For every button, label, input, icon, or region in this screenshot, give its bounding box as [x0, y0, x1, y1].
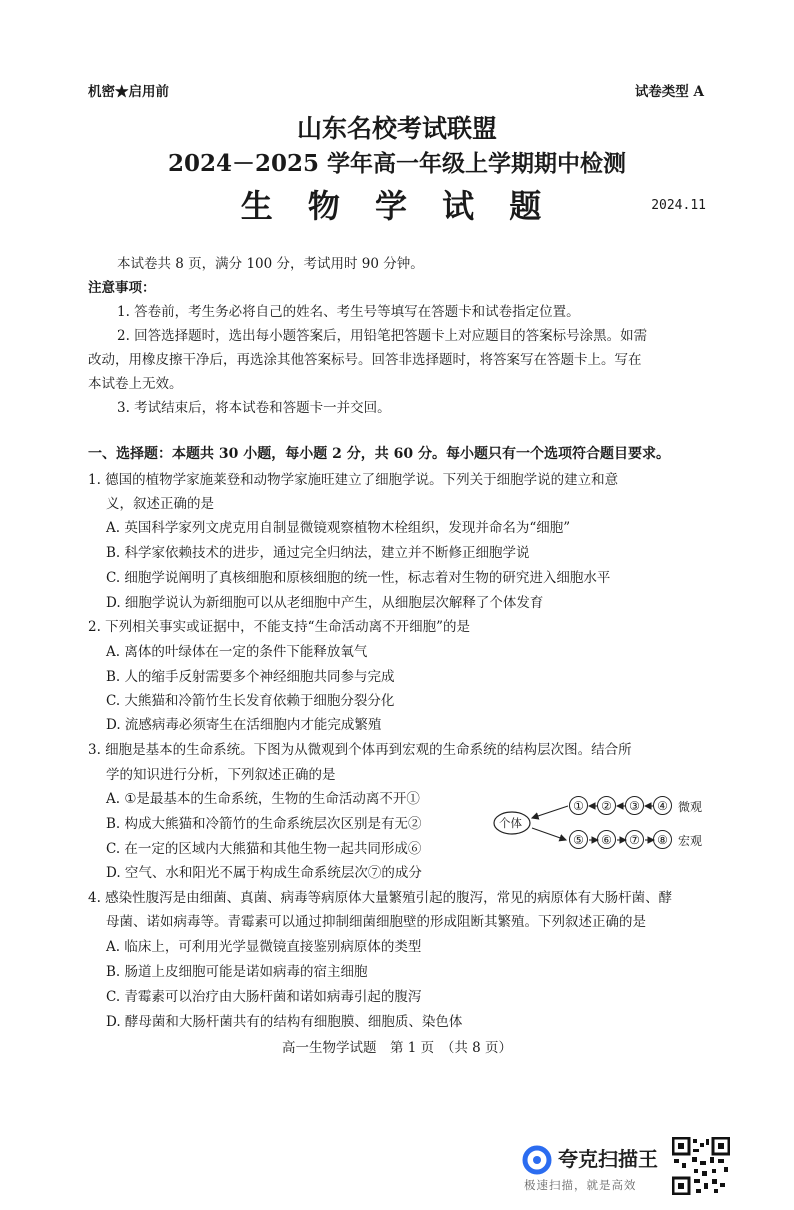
q4-option-c: C. 青霉素可以治疗由大肠杆菌和诺如病毒引起的腹泻 [106, 989, 422, 1005]
q1-stem-line1: 1. 德国的植物学家施莱登和动物学家施旺建立了细胞学说。下列关于细胞学说的建立和意 [88, 472, 619, 488]
q4-option-d: D. 酵母菌和大肠杆菌共有的结构有细胞膜、细胞质、染色体 [106, 1014, 463, 1030]
q1-option-c: C. 细胞学说阐明了真核细胞和原核细胞的统一性，标志着对生物的研究进入细胞水平 [106, 570, 611, 586]
life-system-hierarchy-diagram [492, 793, 732, 853]
section-heading: 一、选择题：本题共 30 小题，每小题 2 分，共 60 分。每小题只有一个选项符合题目要求。 [88, 446, 670, 462]
q3-option-d: D. 空气、水和阳光不属于构成生命系统层次⑦的成分 [106, 865, 422, 881]
level-4: ④ [653, 796, 672, 815]
q4-stem-line2: 母菌、诺如病毒等。青霉素可以通过抑制细菌细胞壁的形成阻断其繁殖。下列叙述正确的是 [106, 914, 646, 930]
q3-stem-line2: 学的知识进行分析，下列叙述正确的是 [106, 767, 336, 783]
scanner-watermark [522, 1137, 737, 1197]
q1-option-b: B. 科学家依赖技术的进步，通过完全归纳法，建立并不断修正细胞学说 [106, 545, 530, 561]
q3-option-a: A. ①是最基本的生命系统，生物的生命活动离不开① [106, 791, 420, 807]
individual-label: 个体 [499, 816, 522, 830]
note-2-line2: 改动，用橡皮擦干净后，再选涂其他答案标号。回答非选择题时，将答案写在答题卡上。写在 [88, 352, 642, 368]
q2-stem-line1: 2. 下列相关事实或证据中，不能支持“生命活动离不开细胞”的是 [88, 619, 470, 635]
q2-option-d: D. 流感病毒必须寄生在活细胞内才能完成繁殖 [106, 717, 382, 733]
quark-logo-icon [522, 1145, 552, 1175]
paper-type: 试卷类型 A [634, 84, 704, 100]
note-2-line1: 2. 回答选择题时，选出每小题答案后，用铅笔把答题卡上对应题目的答案标号涂黑。如需 [117, 328, 648, 344]
q2-option-a: A. 离体的叶绿体在一定的条件下能释放氧气 [106, 644, 368, 660]
level-3: ③ [625, 796, 644, 815]
page-footer: 高一生物学试题 第 1 页 （共 8 页） [281, 1040, 513, 1056]
q2-option-b: B. 人的缩手反射需要多个神经细胞共同参与完成 [106, 669, 395, 685]
level-7: ⑦ [625, 830, 644, 849]
exam-date: 2024.11 [651, 198, 706, 213]
q1-option-d: D. 细胞学说认为新细胞可以从老细胞中产生，从细胞层次解释了个体发育 [106, 595, 544, 611]
note-1: 1. 答卷前，考生务必将自己的姓名、考生号等填写在答题卡和试卷指定位置。 [117, 304, 580, 320]
confidential-mark: 机密★启用前 [88, 84, 169, 100]
q3-option-c: C. 在一定的区域内大熊猫和其他生物一起共同形成⑥ [106, 841, 422, 857]
note-2-line3: 本试卷上无效。 [88, 376, 183, 392]
exam-union-title: 山东名校考试联盟 [296, 114, 497, 143]
paper-description: 本试卷共 8 页，满分 100 分，考试用时 90 分钟。 [117, 256, 424, 272]
level-8: ⑧ [653, 830, 672, 849]
level-1: ① [569, 796, 588, 815]
arrow-to-individual [532, 806, 568, 818]
q4-option-b: B. 肠道上皮细胞可能是诺如病毒的宿主细胞 [106, 964, 368, 980]
qr-code-icon [672, 1137, 730, 1195]
micro-label: 微观 [678, 800, 703, 814]
scanner-brand: 夸克扫描王 [558, 1147, 658, 1171]
level-6: ⑥ [597, 830, 616, 849]
scanner-slogan: 极速扫描，就是高效 [524, 1178, 637, 1192]
q4-stem-line1: 4. 感染性腹泻是由细菌、真菌、病毒等病原体大量繁殖引起的腹泻，常见的病原体有大肠杆菌、酵 [88, 890, 673, 906]
note-3: 3. 考试结束后，将本试卷和答题卡一并交回。 [117, 400, 391, 416]
q1-stem-line2: 义，叙述正确的是 [106, 496, 214, 512]
q4-option-a: A. 临床上，可利用光学显微镜直接鉴别病原体的类型 [106, 939, 422, 955]
exam-term-title: 2024－2025 学年高一年级上学期期中检测 [167, 150, 627, 177]
arrow-from-individual [532, 828, 566, 840]
subject-title: 生 物 学 试 题 [240, 187, 554, 225]
level-5: ⑤ [569, 830, 588, 849]
macro-label: 宏观 [678, 834, 703, 848]
q3-stem-line1: 3. 细胞是基本的生命系统。下图为从微观到个体再到宏观的生命系统的结构层次图。结合所 [88, 742, 632, 758]
q3-option-b: B. 构成大熊猫和冷箭竹的生命系统层次区别是有无② [106, 816, 422, 832]
q2-option-c: C. 大熊猫和冷箭竹生长发育依赖于细胞分裂分化 [106, 693, 395, 709]
q1-option-a: A. 英国科学家列文虎克用自制显微镜观察植物木栓组织，发现并命名为“细胞” [106, 520, 571, 536]
notes-title: 注意事项： [88, 280, 156, 296]
level-2: ② [597, 796, 616, 815]
